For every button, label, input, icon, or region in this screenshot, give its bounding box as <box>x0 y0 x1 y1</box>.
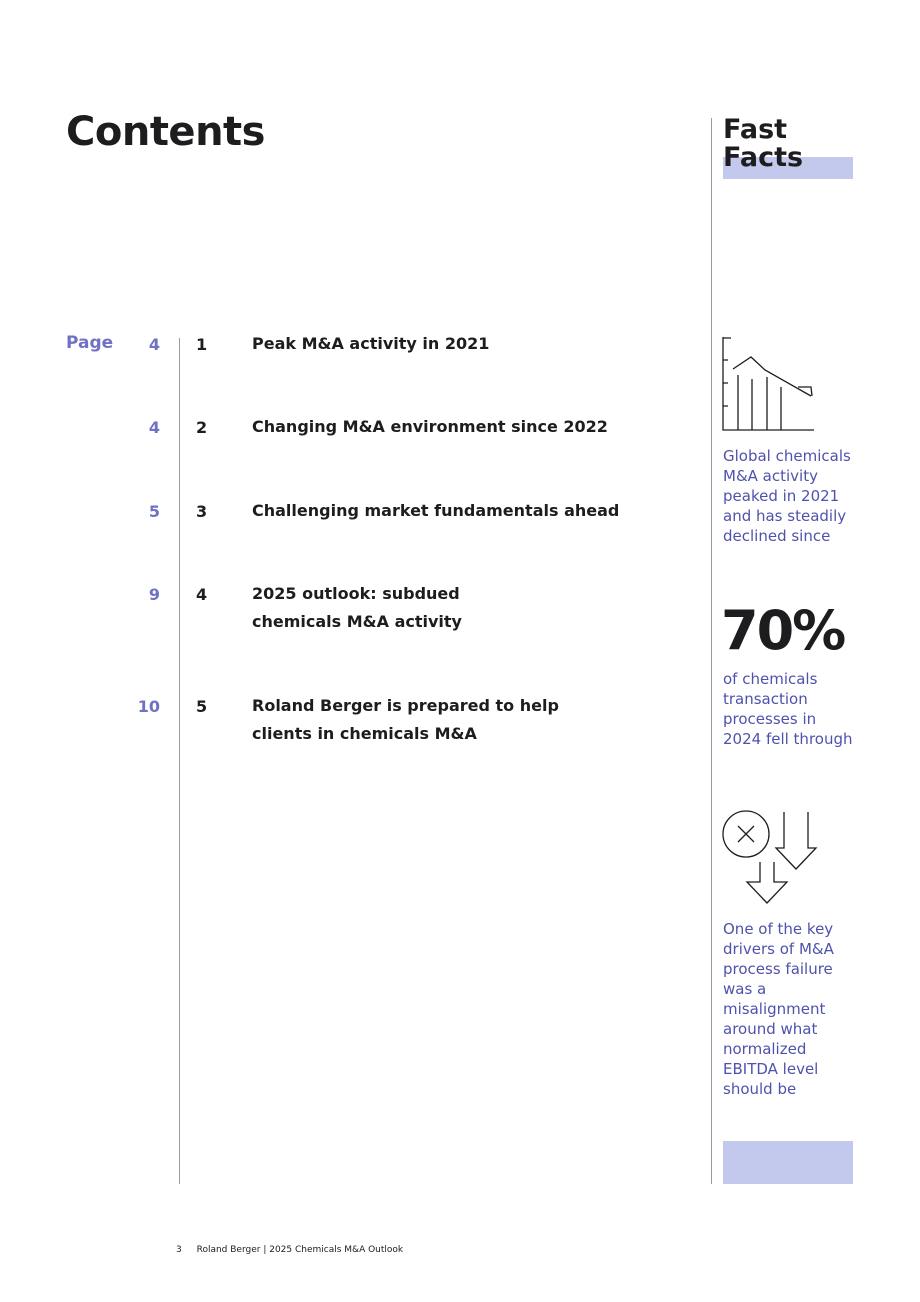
toc-chapter-number: 3 <box>196 502 208 521</box>
toc-chapter-number: 2 <box>196 418 208 437</box>
fact-text: Global chemicals M&A activity peaked in 2021 and has steadily declined since <box>723 447 851 545</box>
toc-chapter-title[interactable]: Roland Berger is prepared to help clients in chemicals M&A <box>252 696 559 743</box>
footer-publication: Roland Berger | 2025 Chemicals M&A Outlook <box>196 1245 404 1255</box>
failure-down-arrows-icon <box>722 810 818 906</box>
toc-page-label: Page <box>66 333 114 353</box>
stat-value: 70% <box>721 599 845 662</box>
toc-chapter-title[interactable]: Peak M&A activity in 2021 <box>252 334 490 353</box>
fast-facts-title-line: Fast <box>723 114 788 145</box>
toc-page-number: 9 <box>148 585 160 604</box>
toc-chapter-title[interactable]: Changing M&A environment since 2022 <box>252 417 608 436</box>
fact-text: One of the key drivers of M&A process failure was a misalignment around what normalized EBITDA level should be <box>723 920 834 1098</box>
toc-chapter-title[interactable]: Challenging market fundamentals ahead <box>252 501 620 520</box>
fast-facts-title <box>723 116 803 172</box>
toc-page-number: 4 <box>148 335 160 354</box>
toc-chapter-number: 4 <box>196 585 208 604</box>
footer <box>176 1245 403 1255</box>
footer-page-number: 3 <box>176 1245 182 1255</box>
decorative-block <box>723 1141 853 1184</box>
toc-page-number: 4 <box>148 418 160 437</box>
toc-divider <box>179 338 180 1184</box>
declining-bar-chart-icon <box>723 337 818 432</box>
fast-facts-divider <box>711 118 712 1184</box>
toc-chapter-title[interactable]: 2025 outlook: subdued chemicals M&A activity <box>252 584 462 631</box>
toc-chapter-number: 5 <box>196 697 208 716</box>
page-title: Contents <box>66 109 265 155</box>
toc-page-number: 10 <box>137 697 160 716</box>
fast-facts-title-line: Facts <box>723 142 804 173</box>
fact-text: of chemicals transaction processes in 2024 fell through <box>723 670 853 748</box>
toc-page-number: 5 <box>148 502 160 521</box>
toc-chapter-number: 1 <box>196 335 208 354</box>
